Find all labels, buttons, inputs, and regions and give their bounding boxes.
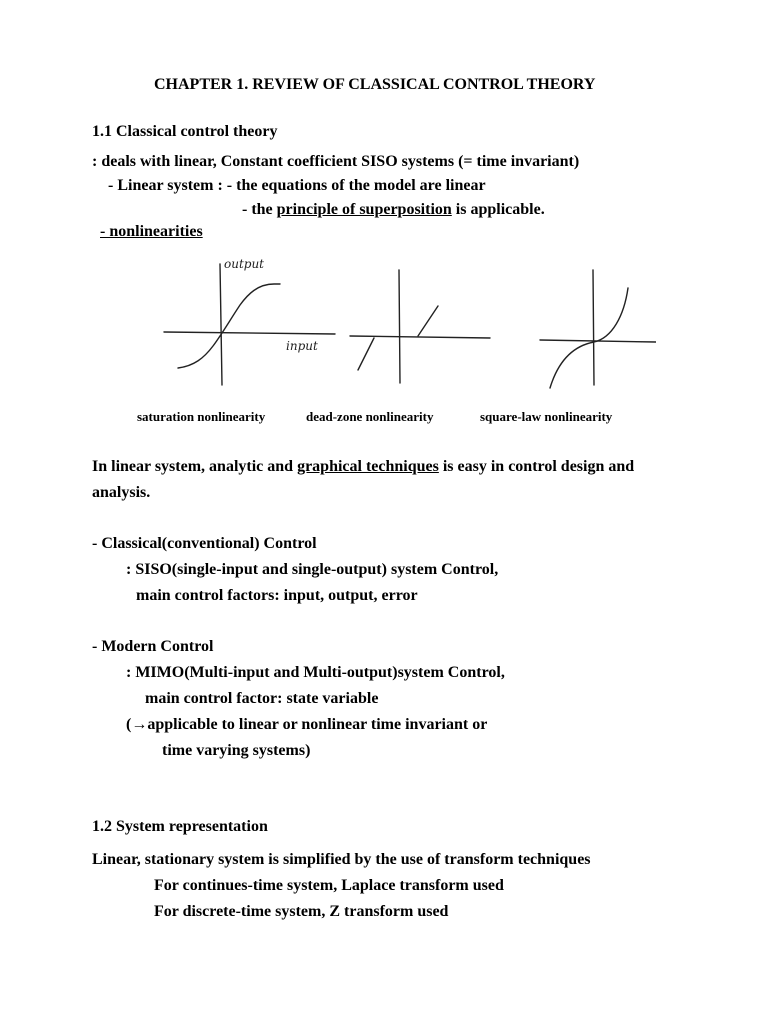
techniques-suffix: is easy in control design and xyxy=(438,458,635,475)
square-law-y-axis xyxy=(593,270,594,385)
transform-techniques-line: Linear, stationary system is simplified by the use of transform techniques xyxy=(92,851,591,868)
z-transform-line: For discrete-time system, Z transform used xyxy=(154,903,449,920)
modern-mimo-line: : MIMO(Multi-input and Multi-output)system Control, xyxy=(126,664,505,681)
section-heading-1-2: 1.2 System representation xyxy=(92,818,268,835)
saturation-y-axis xyxy=(220,264,222,385)
analysis-line: analysis. xyxy=(92,484,151,501)
modern-applicable-line: (→applicable to linear or nonlinear time invariant or xyxy=(126,716,488,733)
chapter-title: CHAPTER 1. REVIEW OF CLASSICAL CONTROL THEORY xyxy=(154,76,596,93)
graphical-techniques-link: graphical techniques xyxy=(297,458,439,475)
superposition-line xyxy=(242,200,545,220)
superposition-link: principle of superposition xyxy=(276,201,452,218)
saturation-curve xyxy=(178,284,280,368)
output-axis-label: output xyxy=(224,257,265,271)
nonlinearity-sketches xyxy=(150,250,656,400)
nonlinearities-heading: - nonlinearities xyxy=(100,223,203,240)
linear-techniques-paragraph xyxy=(92,457,634,477)
superposition-prefix: - the xyxy=(242,201,277,218)
classical-control-title: - Classical(conventional) Control xyxy=(92,535,317,552)
laplace-line: For continues-time system, Laplace transform used xyxy=(154,877,504,894)
modern-time-varying-line: time varying systems) xyxy=(162,742,311,759)
saturation-caption: saturation nonlinearity xyxy=(137,409,266,424)
dead-zone-caption: dead-zone nonlinearity xyxy=(306,409,434,424)
nonlinearities-figure xyxy=(150,250,656,400)
input-axis-label: input xyxy=(286,339,318,353)
square-law-curve xyxy=(550,288,628,388)
saturation-sketch xyxy=(164,257,335,385)
classical-control-definition: : deals with linear, Constant coefficient SISO systems (= time invariant) xyxy=(92,153,580,170)
modern-control-title: - Modern Control xyxy=(92,638,214,655)
dead-zone-right-branch xyxy=(418,306,438,336)
section-heading-1-1: 1.1 Classical control theory xyxy=(92,123,278,140)
saturation-x-axis xyxy=(164,332,335,334)
classical-siso-line: : SISO(single-input and single-output) system Control, xyxy=(126,561,499,578)
dead-zone-y-axis xyxy=(399,270,400,383)
dead-zone-x-axis xyxy=(350,336,490,338)
square-law-caption: square-law nonlinearity xyxy=(480,409,613,424)
dead-zone-sketch xyxy=(350,270,490,383)
dead-zone-left-branch xyxy=(358,338,374,370)
techniques-prefix: In linear system, analytic and xyxy=(92,458,298,475)
linear-system-line: - Linear system : - the equations of the model are linear xyxy=(108,177,486,194)
square-law-sketch xyxy=(540,270,656,388)
superposition-suffix: is applicable. xyxy=(451,201,545,218)
modern-factor-line: main control factor: state variable xyxy=(145,690,379,707)
classical-factors-line: main control factors: input, output, error xyxy=(136,587,418,604)
